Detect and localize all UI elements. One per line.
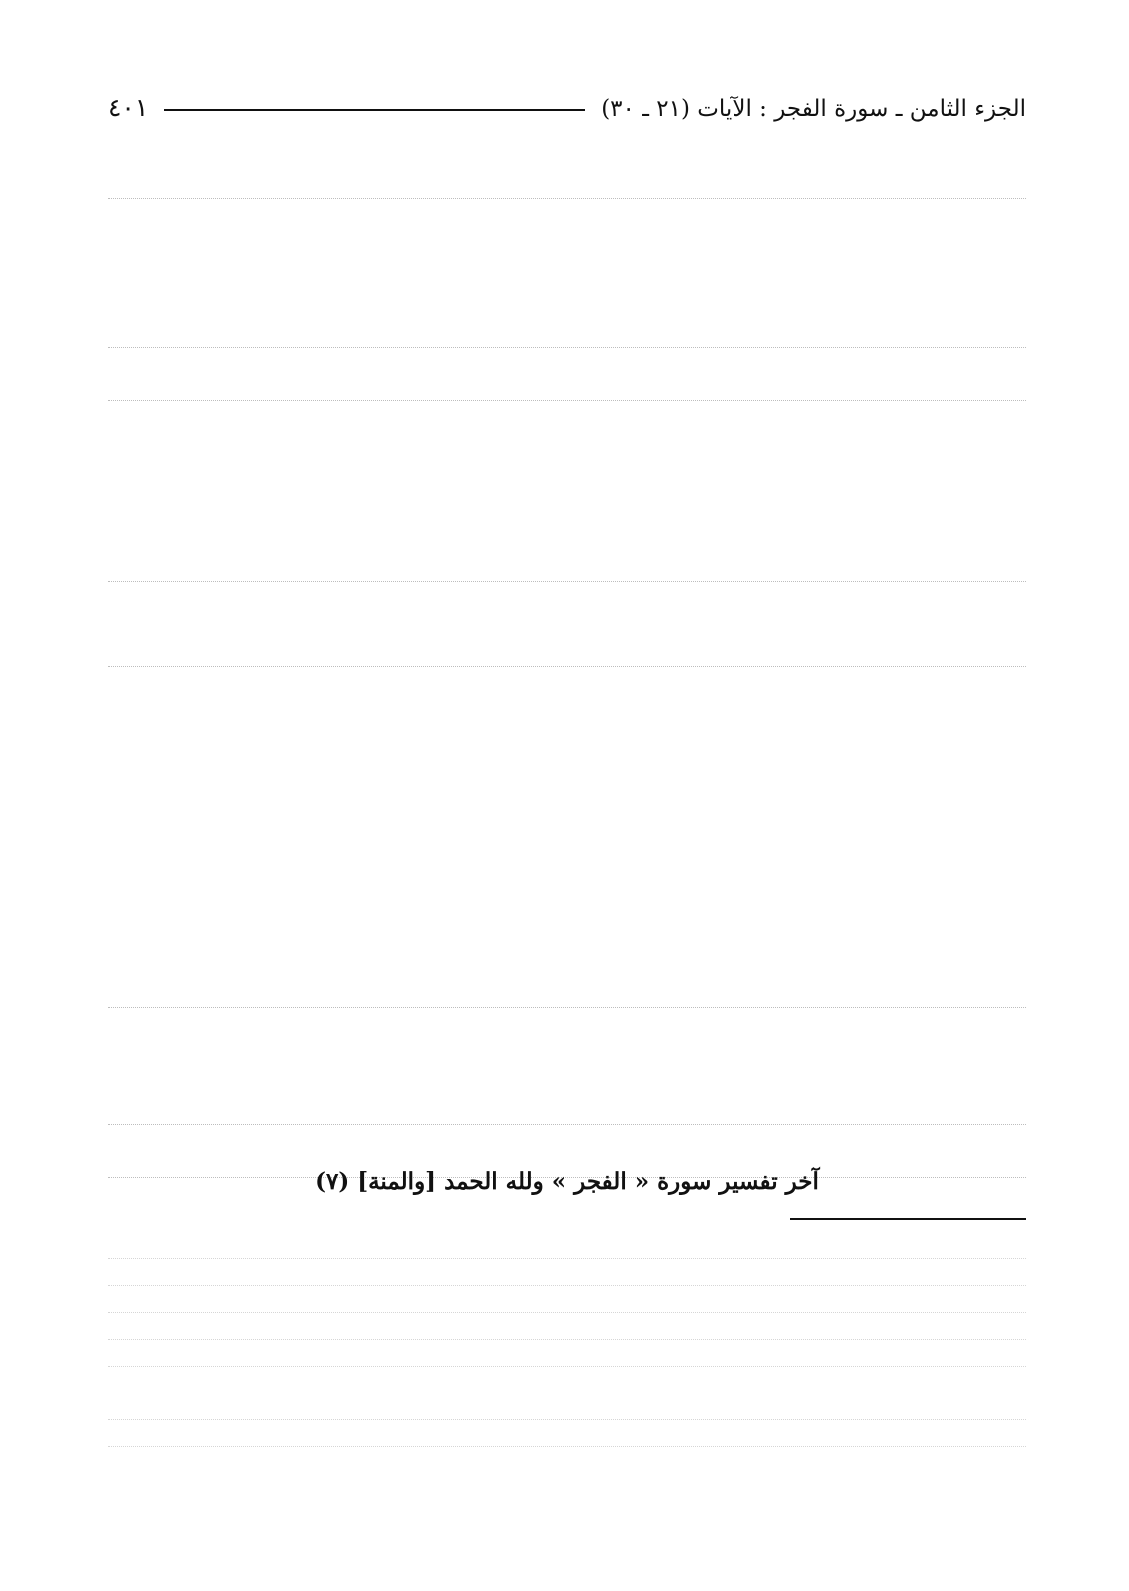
paragraph-1 — [108, 134, 1026, 199]
page-header — [108, 74, 1026, 122]
paragraph-7 — [108, 1028, 1026, 1125]
surah-closing-line: آخر تفسير سورة « الفجر » ولله الحمد [والمنة] (٧) — [315, 1168, 819, 1195]
paragraph-5 — [108, 602, 1026, 667]
paragraph-3 — [108, 368, 1026, 401]
footnote-1 — [108, 1232, 1026, 1259]
running-head: الجزء الثامن ـ سورة الفجر : الآيات (٢١ ـ ٣٠) — [601, 96, 1026, 122]
page-number: ٤٠١ — [108, 93, 149, 122]
main-text — [108, 134, 1026, 1178]
footnotes — [108, 1232, 1026, 1447]
paragraph-6 — [108, 687, 1026, 1008]
paragraph-4 — [108, 421, 1026, 582]
header-rule — [164, 109, 585, 111]
footnote-rule — [790, 1218, 1026, 1220]
footnote-3 — [108, 1286, 1026, 1313]
footnote-7 — [108, 1420, 1026, 1447]
footnote-5 — [108, 1340, 1026, 1367]
footnote-2 — [108, 1259, 1026, 1286]
paragraph-2 — [108, 219, 1026, 348]
footnote-6 — [108, 1367, 1026, 1420]
footnote-4 — [108, 1313, 1026, 1340]
